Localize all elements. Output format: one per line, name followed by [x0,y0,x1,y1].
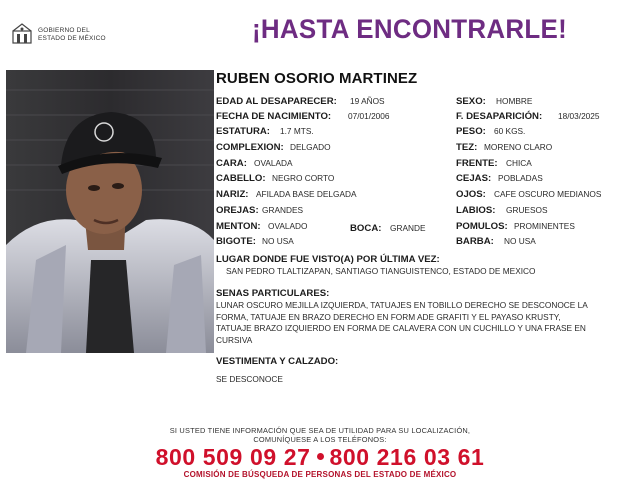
boca-value: GRANDE [390,223,426,233]
desaparicion-label: F. DESAPARICIÓN: [456,111,543,122]
logo-line-1: GOBIERNO DEL [38,27,90,34]
boca-label: BOCA: [350,223,382,234]
missing-person-photo [6,70,214,353]
peso-label: PESO: [456,126,486,137]
logo-line-2: ESTADO DE MÉXICO [38,34,106,42]
estatura-value: 1.7 MTS. [280,126,314,136]
bullet-separator-icon [317,453,324,460]
last-seen-text: SAN PEDRO TLALTIZAPAN, SANTIAGO TIANGUISTENCO, ESTADO DE MEXICO [226,266,536,276]
nariz-value: AFILADA BASE DELGADA [256,189,357,199]
person-name: RUBEN OSORIO MARTINEZ [216,70,418,87]
field-complexion [216,142,331,153]
field-bigote [216,236,294,247]
cejas-value: POBLADAS [498,173,543,183]
bigote-value: NO USA [262,236,294,246]
peso-value: 60 KGS. [494,126,526,136]
phone-number-1[interactable]: 800 509 09 27 [155,444,311,470]
barba-value: NO USA [504,236,536,246]
field-cejas [456,173,543,184]
footer-info-line-1: SI USTED TIENE INFORMACIÓN QUE SEA DE UTILIDAD PARA SU LOCALIZACIÓN, [169,426,471,435]
tez-value: MORENO CLARO [484,142,553,152]
clothing-text: SE DESCONOCE [216,374,283,384]
menton-label: MENTON: [216,221,261,232]
frente-value: CHICA [506,158,532,168]
sexo-value: HOMBRE [496,96,533,106]
nacimiento-value: 07/01/2006 [348,111,390,121]
marks-title: SENAS PARTICULARES: [216,288,330,299]
labios-label: LABIOS: [456,205,496,216]
pomulos-label: POMULOS: [456,221,508,232]
bigote-label: BIGOTE: [216,236,256,247]
tez-label: TEZ: [456,142,478,153]
pomulos-value: PROMINENTES [514,221,575,231]
complexion-label: COMPLEXION: [216,142,284,153]
cabello-value: NEGRO CORTO [272,173,335,183]
orejas-value: GRANDES [262,205,304,215]
field-tez [456,142,553,153]
cara-value: OVALADA [254,158,293,168]
last-seen-title: LUGAR DONDE FUE VISTO(A) POR ÚLTIMA VEZ: [216,254,440,265]
nacimiento-label: FECHA DE NACIMIENTO: [216,111,332,122]
field-peso [456,126,526,137]
cara-label: CARA: [216,158,247,169]
marks-text: LUNAR OSCURO MEJILLA IZQUIERDA, TATUAJES EN TOBILLO DERECHO SE DESCONOCE LA FORMA, TATUAJE EN BRAZO DERECHO EN FORM ADE GRAFITI Y EL PAYASO KRUSTY, TATUAJE BRAZO IZQUIERDO EN FORMA DE CALAVERA CON UN CUCHILLO Y UNA FRASE EN CURSIVA [216,300,588,345]
field-desaparicion [456,111,600,122]
edad-label: EDAD AL DESAPARECER: [216,96,337,107]
desaparicion-value: 18/03/2025 [558,111,600,121]
menton-value: OVALADO [268,221,308,231]
footer-info-line-2: COMUNÍQUESE A LOS TELÉFONOS: [253,435,387,444]
headline: ¡HASTA ENCONTRARLE! [252,14,568,44]
field-nacimiento [216,111,390,122]
phone-number-2[interactable]: 800 216 03 61 [329,444,485,470]
field-ojos [456,189,602,200]
state-government-logo [10,22,120,48]
estatura-label: ESTATURA: [216,126,271,137]
nariz-label: NARIZ: [216,189,249,200]
barba-label: BARBA: [456,236,494,247]
field-frente [456,158,532,169]
edad-value: 19 AÑOS [350,96,385,106]
field-pomulos [456,221,575,232]
field-nariz [216,189,357,200]
sexo-label: SEXO: [456,96,486,107]
phone-numbers [0,444,640,471]
complexion-value: DELGADO [290,142,331,152]
field-labios [456,205,548,216]
field-estatura [216,126,314,137]
field-boca [350,223,426,234]
orejas-label: OREJAS: [216,205,259,216]
cabello-label: CABELLO: [216,173,266,184]
frente-label: FRENTE: [456,158,498,169]
field-orejas [216,205,304,216]
field-menton [216,221,308,232]
field-edad [216,96,385,107]
commission-name: COMISIÓN DE BÚSQUEDA DE PERSONAS DEL ESTADO DE MÉXICO [183,470,457,479]
labios-value: GRUESOS [506,205,548,215]
clothing-title: VESTIMENTA Y CALZADO: [216,356,339,367]
field-barba [456,236,536,247]
state-seal-icon [10,22,34,46]
cejas-label: CEJAS: [456,173,492,184]
ojos-value: CAFE OSCURO MEDIANOS [494,189,602,199]
ojos-label: OJOS: [456,189,486,200]
field-cara [216,158,293,169]
field-cabello [216,173,335,184]
field-sexo [456,96,533,107]
